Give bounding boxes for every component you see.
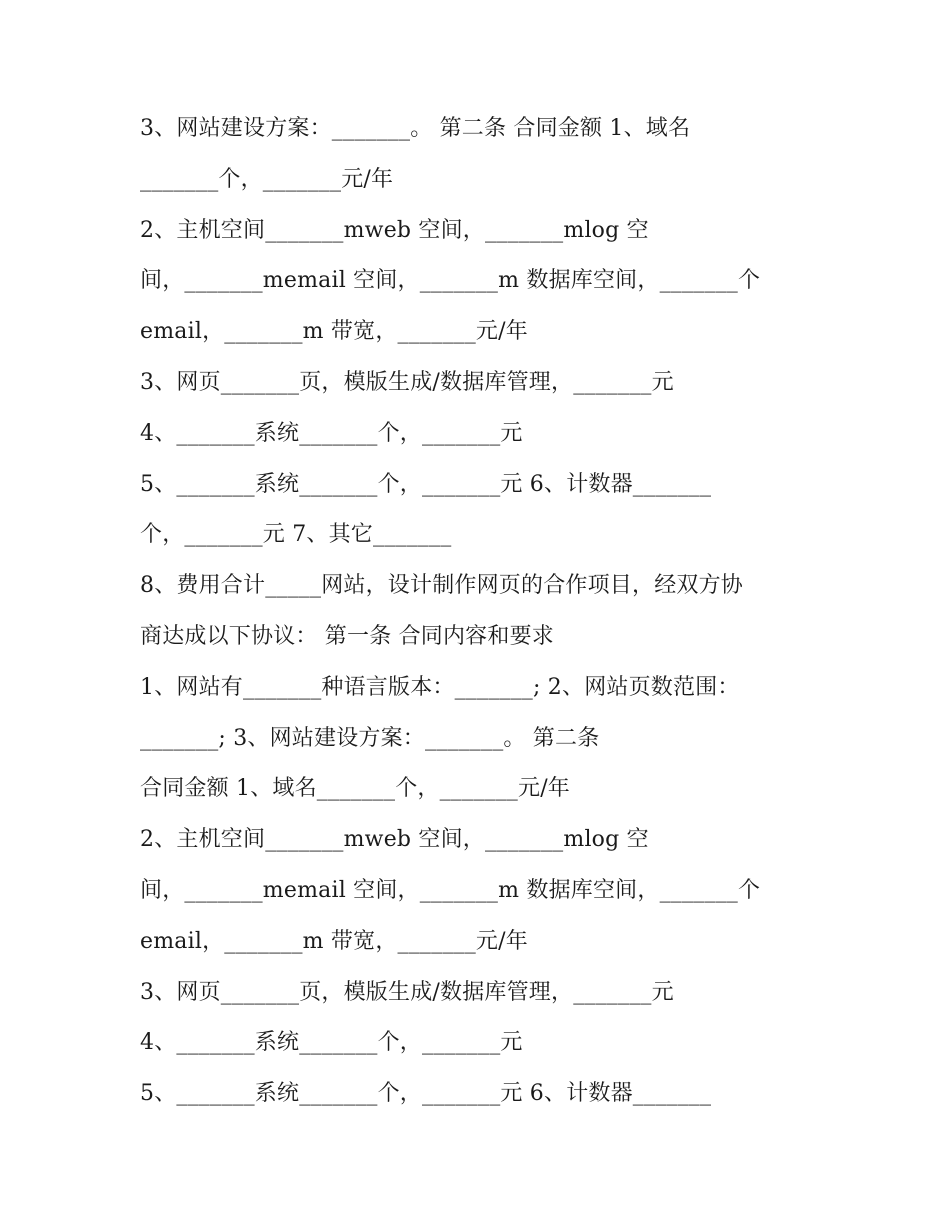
text-line: _______个，_______元/年 bbox=[140, 166, 394, 192]
text-line: 间，_______memail 空间，_______m 数据库空间，_______个 bbox=[140, 877, 761, 903]
text-line: email，_______m 带宽，_______元/年 bbox=[140, 928, 528, 954]
text-line: 3、网页_______页，模版生成/数据库管理，_______元 bbox=[140, 369, 674, 395]
text-line: 5、_______系统_______个，_______元 6、计数器_______ bbox=[140, 1081, 712, 1107]
text-line: 个，_______元 7、其它_______ bbox=[140, 522, 452, 548]
text-line: email，_______m 带宽，_______元/年 bbox=[140, 319, 528, 345]
text-line: 4、_______系统_______个，_______元 bbox=[140, 1030, 523, 1056]
text-line: 商达成以下协议： 第一条 合同内容和要求 bbox=[140, 623, 554, 649]
text-line: 间，_______memail 空间，_______m 数据库空间，_______个 bbox=[140, 268, 761, 294]
text-line: 1、网站有_______种语言版本：_______; 2、网站页数范围： bbox=[140, 674, 740, 700]
text-line: 合同金额 1、域名_______个，_______元/年 bbox=[140, 776, 571, 802]
text-line: _______; 3、网站建设方案：_______。 第二条 bbox=[140, 725, 600, 751]
text-line: 8、费用合计_____网站，设计制作网页的合作项目，经双方协 bbox=[140, 573, 743, 599]
document-body bbox=[140, 104, 820, 1120]
text-line: 3、网站建设方案：_______。 第二条 合同金额 1、域名 bbox=[140, 116, 691, 141]
text-line: 5、_______系统_______个，_______元 6、计数器_______ bbox=[140, 471, 712, 497]
text-line: 4、_______系统_______个，_______元 bbox=[140, 420, 523, 446]
text-line: 2、主机空间_______mweb 空间，_______mlog 空 bbox=[140, 827, 649, 853]
text-line: 3、网页_______页，模版生成/数据库管理，_______元 bbox=[140, 979, 674, 1005]
text-line: 2、主机空间_______mweb 空间，_______mlog 空 bbox=[140, 217, 649, 243]
